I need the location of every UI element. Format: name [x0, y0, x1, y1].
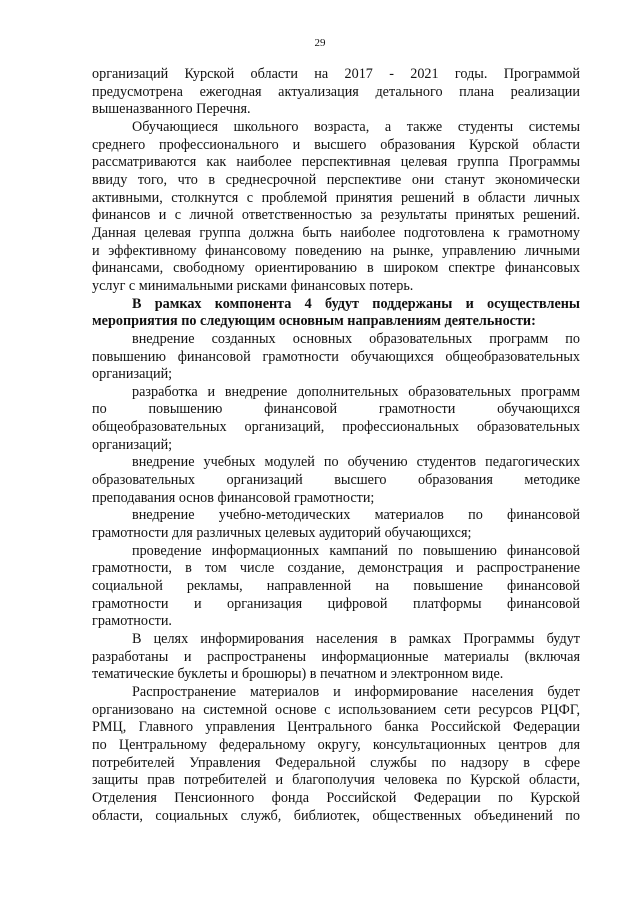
text-line: по повышению финансовой грамотности обучающихся: [92, 401, 580, 418]
text-line: организаций;: [92, 366, 173, 383]
text-line: финансов и с личной ответственностью за результаты принятых решений.: [92, 207, 580, 224]
text-line: грамотности, в том числе создание, демонстрация и распространение: [92, 560, 580, 577]
text-line: организаций;: [92, 436, 173, 453]
text-line: Данная целевая группа должна быть наиболее подготовлена к грамотному: [92, 224, 580, 241]
text-line: разработаны и распространены информационные материалы (включая: [92, 648, 580, 665]
text-line: защиты прав потребителей и благополучия человека по Курской области,: [92, 772, 580, 789]
text-line: разработка и внедрение дополнительных образовательных программ: [132, 383, 580, 400]
text-line: проведение информационных кампаний по повышению финансовой: [132, 542, 580, 559]
text-line: предусмотрена ежегодная актуализация детального плана реализации: [92, 83, 580, 100]
text-line: финансами, свободному ориентированию в широком спектре финансовых: [92, 260, 580, 277]
text-line: по Центральному федеральному округу, консультационных центров для: [92, 736, 580, 753]
text-line: преподавания основ финансовой грамотности;: [92, 489, 375, 506]
paragraph-distribution: [92, 684, 580, 825]
paragraph-target-group: [92, 119, 580, 296]
text-line: потребителей Управления Федеральной службы по надзору в сфере: [92, 754, 580, 771]
paragraph-item-materials: [92, 507, 580, 542]
text-line: вышеназванного Перечня.: [92, 101, 251, 118]
text-line: ввиду того, что в среднесрочной перспективе они станут экономически: [92, 171, 580, 188]
paragraph-item-campaigns: [92, 543, 580, 631]
text-line: образовательных организаций высшего образования методике: [92, 472, 580, 489]
paragraph-item-additional-programs: [92, 384, 580, 455]
text-line: области, социальных служб, библиотек, общественных объединений по: [92, 807, 580, 824]
text-line: РМЦ, Главного управления Центрального банка Российской Федерации: [92, 719, 580, 736]
page-number: 29: [314, 37, 326, 49]
text-line: Распространение материалов и информирование населения будет: [132, 683, 580, 700]
text-line: организаций Курской области на 2017 - 2021 годы. Программой: [92, 66, 580, 82]
text-line: грамотности.: [92, 613, 172, 630]
text-line: активными, столкнутся с проблемой принятия решений в области личных: [92, 189, 580, 206]
text-line: рассматриваются как наиболее перспективная целевая группа Программы: [92, 154, 580, 171]
paragraph-program-period: [92, 66, 580, 119]
text-line: Обучающиеся школьного возраста, а также студенты системы: [132, 118, 580, 135]
text-line: грамотности для различных целевых аудиторий обучающихся;: [92, 525, 472, 542]
text-line: среднего профессионального и высшего образования Курской области: [92, 136, 580, 153]
text-line: В целях информирования населения в рамках Программы будут: [132, 631, 580, 647]
text-line: внедрение учебно-методических материалов по финансовой: [132, 507, 580, 524]
paragraph-information-materials: [92, 631, 580, 684]
text-line: организовано на системной основе с использованием сети ресурсов РЦФГ,: [92, 701, 580, 718]
text-line: внедрение учебных модулей по обучению студентов педагогических: [132, 454, 580, 471]
text-line: услуг с минимальными рисками финансовых потерь.: [92, 277, 414, 294]
document-body: [92, 66, 580, 825]
text-line: социальной рекламы, направленной на повышение финансовой: [92, 578, 580, 595]
paragraph-item-modules: [92, 454, 580, 507]
paragraph-component-4-heading: [92, 296, 580, 331]
paragraph-item-programs: [92, 331, 580, 384]
text-line: внедрение созданных основных образовательных программ по: [132, 330, 580, 347]
text-line: тематические буклеты и брошюры) в печатном и электронном виде.: [92, 666, 504, 683]
text-line: В рамках компонента 4 будут поддержаны и осуществлены: [132, 295, 580, 312]
text-line: Отделения Пенсионного фонда Российской Федерации по Курской: [92, 789, 580, 806]
text-line: мероприятия по следующим основным направлениям деятельности:: [92, 313, 536, 330]
text-line: общеобразовательных организаций, профессиональных образовательных: [92, 419, 580, 436]
text-line: повышению финансовой грамотности обучающихся общеобразовательных: [92, 348, 580, 365]
text-line: и эффективному финансовому поведению на рынке, управлению личными: [92, 242, 580, 259]
text-line: грамотности и организация цифровой платформы финансовой: [92, 595, 580, 612]
